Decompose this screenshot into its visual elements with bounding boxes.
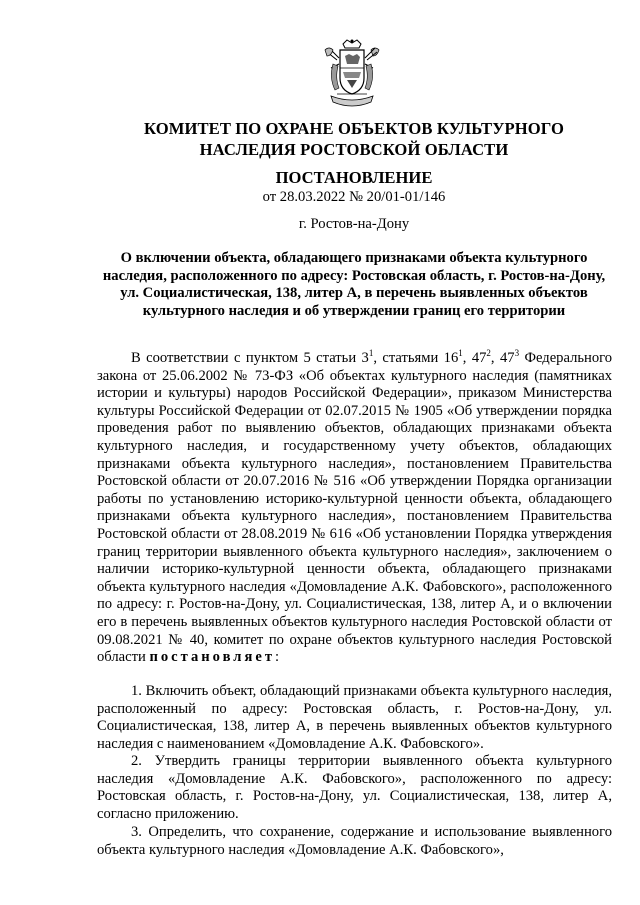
list-item-1: 1. Включить объект, обладающий признаками объекта культурного наследия, расположенный по адресу: Ростовская область, г. Ростов-на-Дону, ул. Социалистическая, 138, литер А, в перечень выявленных объектов культурного наследия с наименованием «Домовладение А.К. Фабовского». [97, 683, 612, 752]
document-number-date: от 28.03.2022 № 20/01-01/146 [262, 189, 446, 205]
organization-name [40, 118, 640, 160]
coat-of-arms-emblem [323, 38, 381, 112]
list-item-3: 3. Определить, что сохранение, содержание и использование выявленного объекта культурного наследия «Домовладение А.К. Фабовского», [97, 824, 612, 858]
document-type: ПОСТАНОВЛЕНИЕ [275, 168, 433, 187]
list-item-2: 2. Утвердить границы территории выявленного объекта культурного наследия «Домовладение А.К. Фабовского», расположенного по адресу: Ростовская область, г. Ростов-на-Дону, ул. Социалистическая, 138, литер А, согласно приложению. [97, 753, 612, 822]
issue-city: г. Ростов-на-Дону [298, 216, 410, 232]
org-line-1: КОМИТЕТ ПО ОХРАНЕ ОБЪЕКТОВ КУЛЬТУРНОГО [144, 119, 564, 138]
preamble-paragraph: В соответствии с пунктом 5 статьи $3^1$, статьями $16^1$, $47^2$, $47^3$ Федерального закона от 25.06.2002 № 73-ФЗ «Об объектах культурного наследия (памятниках истории и культуры) народов Российской Федерации», приказом Министерства культуры Российской Федерации от 02.07.2015 № 1905 «Об утверждении порядка проведения работ по выявлению объектов, обладающих признаками объекта культурного наследия, и государственному учету объектов, обладающих признаками объекта культурного наследия», постановлением Правительства Ростовской области от 20.07.2016 № 516 «Об утверждении Порядка организации работы по установлению историко-культурной ценности объекта, обладающего признаками объекта культурного наследия», постановлением Правительства Ростовской области от 28.08.2019 № 616 «Об установлении Порядка утверждения границ территории выявленного объекта культурного наследия», заключением о наличии историко-культурной ценности объекта, обладающего признаками объекта культурного наследия «Домовладение А.К. Фабовского», расположенного по адресу: г. Ростов-на-Дону, ул. Социалистическая, 138, литер А, и о включении его в перечень выявленных объектов культурного наследия Ростовской области от 09.08.2021 № 40, комитет по охране объектов культурного наследия Ростовской области постановляет: [97, 348, 613, 666]
document-subject: О включении объекта, обладающего признаками объекта культурного наследия, расположенного по адресу: Ростовская область, г. Ростов-на-Дону, ул. Социалистическая, 138, литер А, в перечень выявленных объектов культурного наследия и об утверждении границ его территории [102, 250, 606, 319]
decree-word: постановляет [149, 649, 276, 666]
org-line-2: НАСЛЕДИЯ РОСТОВСКОЙ ОБЛАСТИ [199, 140, 509, 159]
